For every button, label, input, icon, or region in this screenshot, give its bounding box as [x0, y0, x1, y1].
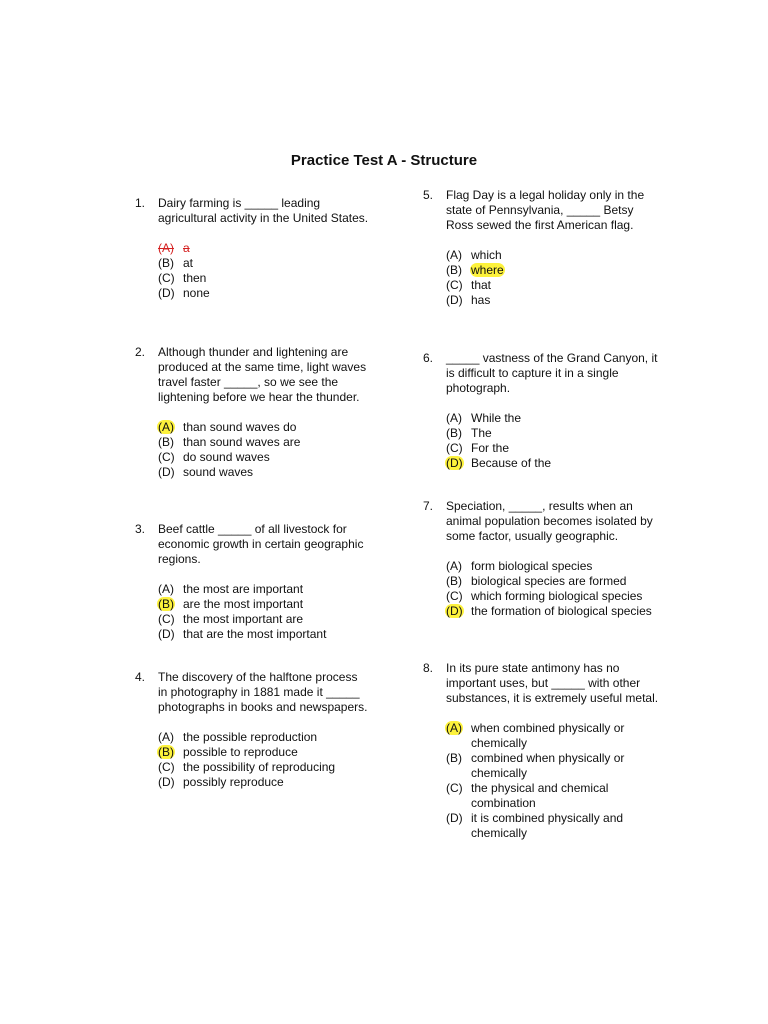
question-number: 4. [135, 670, 146, 684]
option-letter: (C) [446, 589, 463, 603]
option-letter: (A) [446, 248, 462, 262]
option-d [446, 456, 663, 471]
option-text: possible to reproduce [183, 745, 298, 759]
option-text: that [471, 278, 492, 292]
question-1 [135, 196, 370, 301]
answer-options [446, 721, 663, 841]
question-7 [423, 499, 663, 619]
option-a [158, 241, 370, 256]
question-number: 3. [135, 522, 146, 536]
question-stem: Flag Day is a legal holiday only in the state of Pennsylvania, _____ Betsy Ross sewed the first American flag. [446, 188, 645, 232]
question-stem: _____ vastness of the Grand Canyon, it is difficult to capture it in a single photograph. [446, 351, 658, 395]
option-text: a [183, 241, 190, 255]
option-b [446, 263, 663, 278]
question-stem: The discovery of the halftone process in photography in 1881 made it _____ photographs in books and newspapers. [158, 670, 368, 714]
option-letter-highlighted: (B) [158, 745, 174, 759]
question-number: 5. [423, 188, 434, 202]
question-stem: Speciation, _____, results when an animal population becomes isolated by some factor, usually geographic. [446, 499, 653, 543]
option-b [446, 574, 663, 589]
option-text: the physical and chemical combination [471, 781, 609, 810]
option-a [158, 420, 370, 435]
question-4 [135, 670, 370, 790]
option-letter: (C) [158, 612, 175, 626]
option-c [158, 612, 370, 627]
option-c [446, 781, 663, 811]
answer-options [158, 420, 370, 480]
option-a [446, 248, 663, 263]
option-c [158, 760, 370, 775]
option-c [158, 271, 370, 286]
option-text: possibly reproduce [183, 775, 284, 789]
answer-options [158, 582, 370, 642]
option-d [446, 604, 663, 619]
question-number: 6. [423, 351, 434, 365]
option-a [446, 411, 663, 426]
option-c [446, 589, 663, 604]
option-letter: (C) [446, 278, 463, 292]
option-text: form biological species [471, 559, 593, 573]
answer-options [446, 559, 663, 619]
option-text: do sound waves [183, 450, 270, 464]
option-letter: (D) [158, 775, 175, 789]
option-b [158, 597, 370, 612]
option-a [446, 559, 663, 574]
question-2 [135, 345, 370, 480]
option-letter-highlighted: (D) [446, 456, 463, 470]
option-text: none [183, 286, 210, 300]
option-c [446, 278, 663, 293]
question-stem: Although thunder and lightening are produced at the same time, light waves travel faster _____, so we see the lightening before we hear the thunder. [158, 345, 367, 404]
answer-options [158, 730, 370, 790]
option-letter: (B) [446, 751, 462, 765]
option-letter: (A) [158, 730, 174, 744]
option-letter: (B) [158, 435, 174, 449]
option-text: the formation of biological species [471, 604, 652, 618]
option-text: the most are important [183, 582, 304, 596]
option-letter-highlighted: (A) [446, 721, 462, 735]
question-5 [423, 188, 663, 308]
question-6 [423, 351, 663, 471]
option-letter: (D) [446, 811, 463, 825]
option-text: Because of the [471, 456, 552, 470]
option-text: at [183, 256, 194, 270]
option-letter: (A) [446, 559, 462, 573]
option-text: the most important are [183, 612, 304, 626]
option-text: the possible reproduction [183, 730, 318, 744]
option-letter: (C) [158, 450, 175, 464]
question-number: 1. [135, 196, 146, 210]
option-text: which forming biological species [471, 589, 643, 603]
option-letter: (D) [446, 293, 463, 307]
option-text: that are the most important [183, 627, 327, 641]
option-d [446, 293, 663, 308]
option-b [446, 751, 663, 781]
option-letter: (C) [446, 441, 463, 455]
option-text: than sound waves do [183, 420, 297, 434]
option-letter: (B) [158, 256, 174, 270]
option-d [158, 465, 370, 480]
option-d [158, 775, 370, 790]
question-number: 7. [423, 499, 434, 513]
option-c [446, 441, 663, 456]
option-d [446, 811, 663, 841]
option-letter: (C) [446, 781, 463, 795]
option-b [158, 435, 370, 450]
option-letter-highlighted: (B) [158, 597, 174, 611]
option-letter: (D) [158, 286, 175, 300]
question-stem: Beef cattle _____ of all livestock for economic growth in certain geographic regions. [158, 522, 364, 566]
page-title: Practice Test A - Structure [290, 152, 478, 169]
option-letter: (C) [158, 271, 175, 285]
option-text: than sound waves are [183, 435, 301, 449]
question-stem: In its pure state antimony has no important uses, but _____ with other substances, it is extremely useful metal. [446, 661, 659, 705]
question-8 [423, 661, 663, 841]
option-letter-highlighted: (D) [446, 604, 463, 618]
option-text: sound waves [183, 465, 254, 479]
option-b [158, 256, 370, 271]
option-letter: (D) [158, 465, 175, 479]
option-text: the possibility of reproducing [183, 760, 336, 774]
option-letter: (A) [158, 582, 174, 596]
option-d [158, 286, 370, 301]
question-number: 8. [423, 661, 434, 675]
option-text: combined when physically or chemically [471, 751, 625, 780]
option-text: biological species are formed [471, 574, 627, 588]
option-letter: (B) [446, 426, 462, 440]
question-number: 2. [135, 345, 146, 359]
option-letter: (B) [446, 263, 462, 277]
answer-options [446, 411, 663, 471]
option-text: when combined physically or chemically [471, 721, 625, 750]
option-b [446, 426, 663, 441]
option-a [446, 721, 663, 751]
option-letter: (D) [158, 627, 175, 641]
option-text: it is combined physically and chemically [471, 811, 624, 840]
question-stem: Dairy farming is _____ leading agricultural activity in the United States. [158, 196, 369, 225]
option-d [158, 627, 370, 642]
option-letter: (C) [158, 760, 175, 774]
option-a [158, 730, 370, 745]
option-text: are the most important [183, 597, 304, 611]
option-letter-highlighted: (A) [158, 420, 174, 434]
option-text: which [471, 248, 502, 262]
option-text: For the [471, 441, 510, 455]
question-3 [135, 522, 370, 642]
answer-options [158, 241, 370, 301]
option-c [158, 450, 370, 465]
option-letter: (A) [446, 411, 462, 425]
option-text: has [471, 293, 491, 307]
option-letter: (A) [158, 241, 174, 255]
answer-options [446, 248, 663, 308]
option-text: then [183, 271, 207, 285]
option-b [158, 745, 370, 760]
option-text-highlighted: where [471, 263, 504, 277]
option-letter: (B) [446, 574, 462, 588]
option-a [158, 582, 370, 597]
option-text: The [471, 426, 492, 440]
option-text: While the [471, 411, 522, 425]
